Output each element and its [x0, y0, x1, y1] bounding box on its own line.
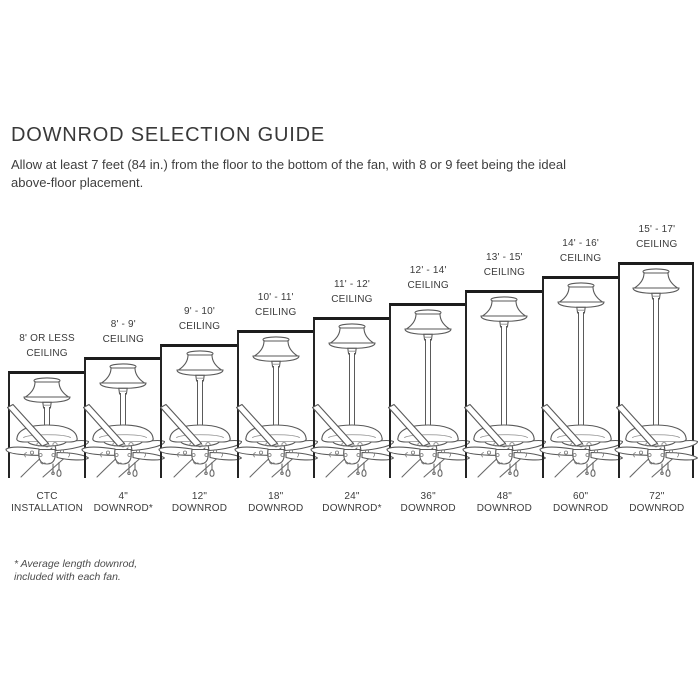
ceiling-range: 14' - 16' [562, 238, 599, 249]
downrod-word: DOWNROD* [93, 503, 153, 514]
fan-panel-box [618, 262, 694, 478]
ceiling-word: CEILING [331, 294, 373, 305]
ceiling-range: 8' OR LESS [19, 333, 75, 344]
ceiling-word: CEILING [102, 334, 145, 345]
intro-line-1: Allow at least 7 feet (84 in.) from the floor to the bottom of the fan, with 8 or 9 feet being the ideal [11, 157, 566, 172]
ceiling-fan-icon [466, 424, 542, 478]
canopy-icon [9, 377, 85, 409]
downrod-size: 18" [268, 491, 284, 502]
ceiling-range: 9' - 10' [184, 306, 216, 317]
fan-panel-box [237, 330, 313, 478]
canopy-icon [162, 350, 238, 382]
downrod-word: DOWNROD [629, 503, 685, 514]
downrod-graphic [501, 326, 507, 428]
canopy-icon [618, 268, 694, 300]
downrod-graphic [197, 380, 203, 428]
ceiling-word: CEILING [559, 253, 602, 264]
ceiling-range: 12' - 14' [409, 265, 447, 276]
downrod-size: 24" [344, 491, 360, 502]
page-title: DOWNROD SELECTION GUIDE [11, 124, 325, 146]
downrod-graphic [349, 353, 355, 428]
ceiling-fan-icon [314, 424, 390, 478]
downrod-word: DOWNROD [552, 503, 609, 514]
footnote-line-1: * Average length downrod, [14, 558, 138, 570]
downrod-word: INSTALLATION [11, 503, 84, 514]
fan-panel-box [389, 303, 465, 478]
ceiling-fan-icon [543, 424, 619, 478]
intro-line-2: above-floor placement. [11, 175, 144, 190]
footnote-line-2: included with each fan. [14, 571, 121, 583]
downrod-graphic [273, 366, 279, 428]
canopy-icon [85, 363, 161, 395]
fan-panel-box [465, 290, 541, 478]
downrod-size: 36" [420, 491, 436, 502]
downrod-word: DOWNROD* [322, 503, 382, 514]
fan-panel-box [8, 371, 84, 478]
canopy-icon [390, 309, 466, 341]
canopy-icon [238, 336, 314, 368]
downrod-size: 60" [572, 491, 589, 502]
ceiling-fan-icon [162, 424, 238, 478]
ceiling-fan-icon [390, 424, 466, 478]
canopy-icon [543, 282, 619, 314]
ceiling-word: CEILING [483, 267, 526, 278]
downrod-graphic [425, 339, 431, 428]
downrod-size: 4" [118, 491, 129, 502]
ceiling-word: CEILING [255, 307, 297, 318]
fan-panel-box [160, 344, 236, 478]
downrod-size-label [611, 491, 700, 515]
ceiling-range: 10' - 11' [257, 292, 294, 303]
downrod-graphic [120, 393, 126, 428]
downrod-graphic [653, 298, 659, 428]
downrod-size: CTC [36, 491, 58, 502]
downrod-word: DOWNROD [476, 503, 533, 514]
ceiling-range: 11' - 12' [333, 279, 370, 290]
downrod-size: 72" [649, 491, 665, 502]
ceiling-fan-icon [85, 424, 161, 478]
downrod-size: 12" [191, 491, 208, 502]
fan-panel-box [84, 357, 160, 478]
ceiling-range: 15' - 17' [638, 224, 676, 235]
downrod-word: DOWNROD [248, 503, 304, 514]
ceiling-fan-icon [9, 424, 85, 478]
footnote [14, 558, 137, 584]
ceiling-fan-icon [618, 424, 694, 478]
fan-panel-box [313, 317, 389, 478]
canopy-icon [466, 296, 542, 328]
fan-panel-column [611, 0, 700, 700]
downrod-graphic [578, 312, 584, 428]
downrod-word: DOWNROD [400, 503, 456, 514]
downrod-word: DOWNROD [171, 503, 228, 514]
ceiling-range: 8' - 9' [110, 319, 136, 330]
downrod-size: 48" [496, 491, 513, 502]
fan-panel-box [542, 276, 618, 478]
ceiling-range: 13' - 15' [486, 252, 523, 263]
ceiling-word: CEILING [178, 321, 221, 332]
ceiling-word: CEILING [407, 280, 449, 291]
ceiling-word: CEILING [26, 348, 68, 359]
ceiling-height-label [611, 222, 700, 252]
ceiling-word: CEILING [636, 239, 678, 250]
ceiling-fan-icon [238, 424, 314, 478]
canopy-icon [314, 323, 390, 355]
